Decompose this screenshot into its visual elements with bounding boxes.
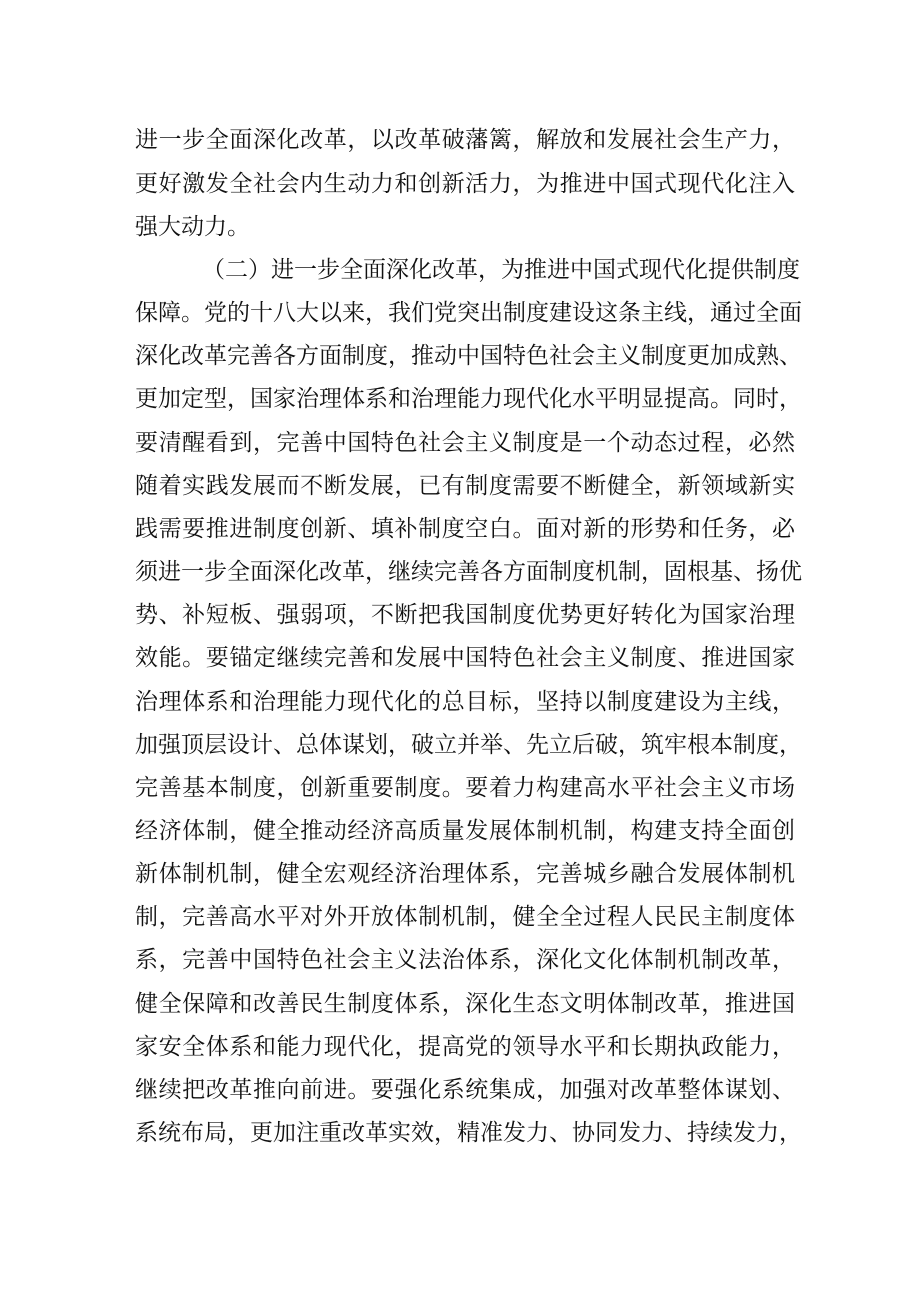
text-line: 更好激发全社会内生动力和创新活力，为推进中国式现代化注入 (135, 171, 795, 197)
text-line: 更加定型，国家治理体系和治理能力现代化水平明显提高。同时， (135, 386, 802, 412)
section-heading-line: （二）进一步全面深化改革，为推进中国式现代化提供制度 (202, 257, 800, 283)
text-line: 完善基本制度，创新重要制度。要着力构建高水平社会主义市场 (135, 775, 795, 801)
text-line: 加强顶层设计、总体谋划，破立并举、先立后破，筑牢根本制度， (135, 732, 802, 758)
text-line: 继续把改革推向前进。要强化系统集成，加强对改革整体谋划、 (135, 1077, 795, 1103)
text-line: 保障。党的十八大以来，我们党突出制度建设这条主线，通过全面 (135, 300, 802, 326)
text-line: 健全保障和改善民生制度体系，深化生态文明体制改革，推进国 (135, 991, 795, 1017)
text-line: 治理体系和治理能力现代化的总目标，坚持以制度建设为主线， (135, 689, 795, 715)
text-line: 强大动力。 (135, 214, 250, 240)
text-line: 深化改革完善各方面制度，推动中国特色社会主义制度更加成熟、 (135, 343, 802, 369)
text-line: 家安全体系和能力现代化，提高党的领导水平和长期执政能力， (135, 1034, 795, 1060)
text-line: 新体制机制，健全宏观经济治理体系，完善城乡融合发展体制机 (135, 861, 795, 887)
text-line: 经济体制，健全推动经济高质量发展体制机制，构建支持全面创 (135, 818, 795, 844)
text-line: 势、补短板、强弱项，不断把我国制度优势更好转化为国家治理 (135, 602, 795, 628)
text-line: 随着实践发展而不断发展，已有制度需要不断健全，新领域新实 (135, 473, 795, 499)
text-line: 须进一步全面深化改革，继续完善各方面制度机制，固根基、扬优 (135, 559, 802, 585)
text-line: 系统布局，更加注重改革实效，精准发力、协同发力、持续发力， (135, 1120, 802, 1146)
text-line: 践需要推进制度创新、填补制度空白。面对新的形势和任务，必 (135, 516, 795, 542)
text-line: 要清醒看到，完善中国特色社会主义制度是一个动态过程，必然 (135, 430, 795, 456)
text-line: 系，完善中国特色社会主义法治体系，深化文化体制机制改革， (135, 947, 795, 973)
text-line: 进一步全面深化改革，以改革破藩篱，解放和发展社会生产力， (135, 127, 795, 153)
text-line: 效能。要锚定继续完善和发展中国特色社会主义制度、推进国家 (135, 645, 795, 671)
text-line: 制，完善高水平对外开放体制机制，健全全过程人民民主制度体 (135, 904, 795, 930)
